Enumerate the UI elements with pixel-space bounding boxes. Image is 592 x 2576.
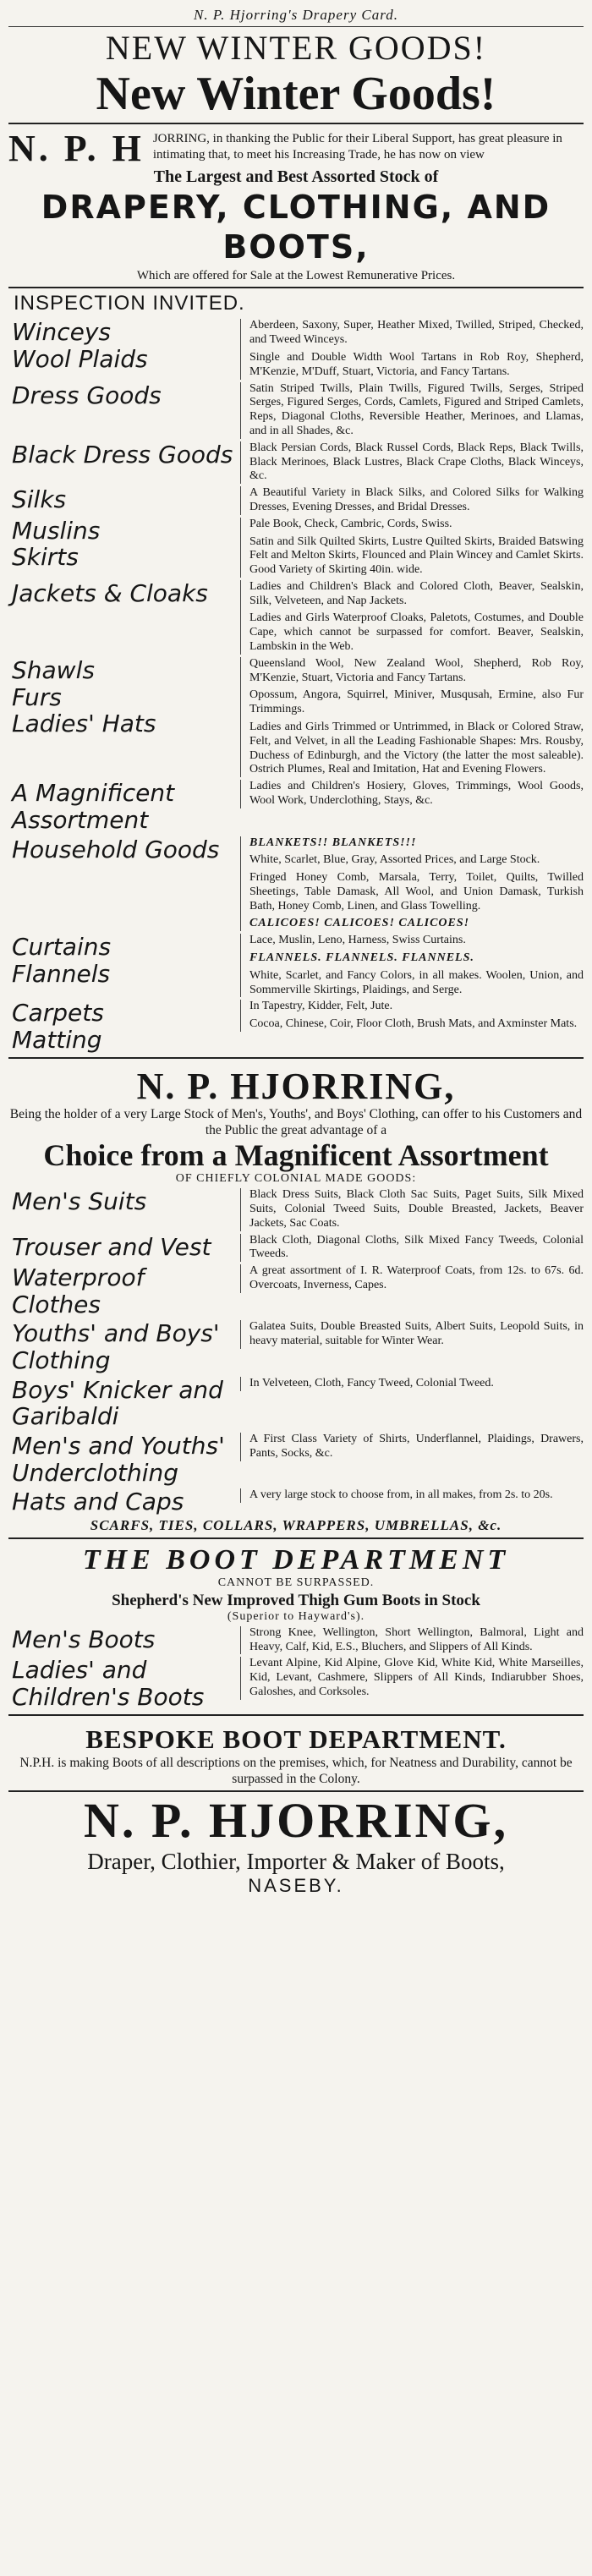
drapery-description-line: Ladies and Children's Black and Colored Cloth, Beaver, Sealskin, Silk, Velveteen, and Nap Jackets. — [249, 579, 584, 607]
drapery-description-line: Single and Double Width Wool Tartans in Rob Roy, Shepherd, M'Kenzie, M'Duff, Stuart, Victoria, and Fancy Tartans. — [249, 350, 584, 378]
drapery-description-line: Ladies and Children's Hosiery, Gloves, Trimmings, Wool Goods, Wool Work, Underclothing, Stays, &c. — [249, 780, 584, 808]
intro-text: JORRING, in thanking the Public for their Liberal Support, has great pleasure in intimating that, to meet his Increasing Trade, he has now on view — [152, 131, 562, 162]
drapery-description-line: BLANKETS!! BLANKETS!!! — [249, 836, 417, 849]
intro-sub: Which are offered for Sale at the Lowest Remunerative Prices. — [136, 268, 456, 282]
divider — [8, 1790, 584, 1792]
drapery-row — [8, 441, 584, 484]
card-header: N. P. Hjorring's Drapery Card. — [194, 7, 398, 23]
clothing-extras: SCARFS, TIES, COLLARS, WRAPPERS, UMBRELLAS, &c. — [90, 1516, 502, 1533]
clothing-description-line: Black Dress Suits, Black Cloth Sac Suits, Paget Suits, Silk Mixed Suits, Colonial Tweed Suits, Double Breasted, Jackets, Beaver Jackets, Sac Coats. — [249, 1188, 584, 1230]
divider — [8, 26, 584, 27]
title-caps: NEW WINTER GOODS! — [105, 29, 487, 67]
divider — [8, 1537, 584, 1539]
drapery-description — [240, 580, 584, 655]
drapery-description-line: Opossum, Angora, Squirrel, Miniver, Musqusah, Ermine, also Fur Trimmings. — [249, 688, 584, 716]
clothing-text: Being the holder of a very Large Stock of Men's, Youths', and Boys' Clothing, can offer to his Customers and the Public the great advantage of a — [9, 1106, 583, 1138]
drapery-category: Shawls Furs Ladies' Hats — [12, 655, 156, 738]
divider — [8, 1714, 584, 1716]
boot-description — [240, 1626, 584, 1655]
boot-category: Men's Boots — [12, 1625, 156, 1653]
footer-sub: Draper, Clothier, Importer & Maker of Boots, — [87, 1849, 505, 1875]
drapery-description-line: Pale Book, Check, Cambric, Cords, Swiss. — [249, 517, 452, 530]
boot-description-line: Strong Knee, Wellington, Short Wellington, Balmoral, Light and Heavy, Calf, Kid, E.S., Bluchers, and Slippers of All Kinds. — [249, 1625, 584, 1653]
clothing-list — [8, 1188, 584, 1515]
boot-description — [240, 1657, 584, 1699]
boot-shepherd: Shepherd's New Improved Thigh Gum Boots in Stock — [112, 1591, 480, 1609]
drapery-description — [240, 780, 584, 808]
drapery-category: Black Dress Goods — [12, 440, 233, 469]
drapery-description-line: Fringed Honey Comb, Marsala, Terry, Toilet, Quilts, Twilled Sheetings, Table Damask, All Wool, and Union Damask, Turkish Bath, Honey Comb, Linen, and Glass Towelling. — [249, 871, 584, 913]
boot-row — [8, 1657, 584, 1710]
clothing-description — [240, 1433, 584, 1461]
boot-description-line: Levant Alpine, Kid Alpine, Glove Kid, White Kid, White Marseilles, Kid, Levant, Cashmere, Slippers of All Kinds, Indiarubber Shoes, Galoshes, and Corksoles. — [249, 1657, 584, 1699]
drapery-description-line: In Tapestry, Kidder, Felt, Jute. — [249, 1000, 393, 1013]
clothing-description-line: A great assortment of I. R. Waterproof Coats, from 12s. to 67s. 6d. Overcoats, Inverness, Capes. — [249, 1264, 584, 1292]
drapery-category: Muslins Skirts — [12, 516, 101, 572]
drapery-description-line: FLANNELS. FLANNELS. FLANNELS. — [249, 951, 474, 965]
drapery-category: Silks — [12, 485, 67, 514]
divider — [8, 287, 584, 288]
drapery-category: Curtains Flannels — [12, 933, 112, 988]
drapery-category: Jackets & Cloaks — [12, 578, 208, 607]
drapery-description — [240, 441, 584, 484]
drapery-description — [240, 518, 584, 578]
drapery-category: Household Goods — [12, 835, 220, 863]
clothing-category: Hats and Caps — [12, 1488, 184, 1516]
drapery-row — [8, 580, 584, 655]
boot-list — [8, 1626, 584, 1711]
drapery-description-line: Black Persian Cords, Black Russel Cords, Black Reps, Black Twills, Black Merinoes, Black Lustres, Black Crape Cloths, Black Winceys, &c. — [249, 441, 584, 483]
boot-category: Ladies' and Children's Boots — [12, 1656, 205, 1712]
clothing-description-line: In Velveteen, Cloth, Fancy Tweed, Colonial Tweed. — [249, 1376, 494, 1389]
title-gothic: New Winter Goods! — [96, 68, 496, 120]
bespoke-text: N.P.H. is making Boots of all descriptions on the premises, which, for Neatness and Durability, cannot be surpassed in the Colony. — [19, 1755, 573, 1787]
clothing-description — [240, 1320, 584, 1349]
drapery-row — [8, 657, 584, 777]
clothing-row — [8, 1188, 584, 1230]
clothing-description-line: Galatea Suits, Double Breasted Suits, Albert Suits, Leopold Suits, in heavy material, suitable for Winter Wear. — [249, 1320, 584, 1348]
clothing-category: Youths' and Boys' Clothing — [12, 1319, 220, 1375]
boot-superior: (Superior to Hayward's). — [227, 1609, 365, 1623]
clothing-category: Waterproof Clothes — [12, 1263, 145, 1318]
drapery-description-line: Lace, Muslin, Leno, Harness, Swiss Curtains. — [249, 934, 466, 947]
clothing-row — [8, 1488, 584, 1515]
clothing-description — [240, 1188, 584, 1230]
drapery-description — [240, 486, 584, 515]
drapery-row — [8, 486, 584, 515]
boot-row — [8, 1626, 584, 1655]
advertisement-sheet — [8, 7, 584, 2561]
drapery-row — [8, 1000, 584, 1053]
clothing-chiefly: OF CHIEFLY COLONIAL MADE GOODS: — [175, 1172, 417, 1186]
drapery-category: Carpets Matting — [12, 999, 104, 1055]
clothing-category: Men's Suits — [12, 1187, 147, 1216]
drapery-description-line: Ladies and Girls Waterproof Cloaks, Paletots, Costumes, and Double Cape, which cannot be surpassed for comfort. Beaver, Sealskin, Lambskin in the Web. — [249, 611, 584, 654]
drapery-row — [8, 836, 584, 932]
drapery-description — [240, 657, 584, 777]
clothing-category: Boys' Knicker and Garibaldi — [12, 1375, 223, 1431]
drapery-description — [240, 382, 584, 439]
drapery-description-line: Ladies and Girls Trimmed or Untrimmed, in Black or Colored Straw, Felt, and Velvet, in all the Leading Fashionable Shapes: Mrs. Rousby, Duchess of Edinburgh, and the Victory (the latter the most saleable). Ostrich Plumes, Real and Imitation, Hat and Evening Flowers. — [249, 721, 584, 776]
bespoke-title: BESPOKE BOOT DEPARTMENT. — [85, 1724, 507, 1754]
clothing-description — [240, 1264, 584, 1293]
clothing-description — [240, 1234, 584, 1263]
footer-town: NASEBY. — [248, 1875, 344, 1897]
boot-title: THE BOOT DEPARTMENT — [82, 1543, 510, 1576]
drapery-description-line: A Beautiful Variety in Black Silks, and Colored Silks for Walking Dresses, Evening Dresses, and Bridal Dresses. — [249, 486, 584, 513]
clothing-description — [240, 1488, 584, 1503]
drapery-description — [240, 836, 584, 932]
drapery-description — [240, 319, 584, 379]
drapery-description-line: White, Scarlet, Blue, Gray, Assorted Prices, and Large Stock. — [249, 853, 540, 867]
drapery-row — [8, 319, 584, 379]
intro-big: DRAPERY, CLOTHING, AND BOOTS, — [41, 188, 551, 266]
clothing-row — [8, 1433, 584, 1486]
drapery-description-line: Satin Striped Twills, Plain Twills, Figured Twills, Serges, Striped Serges, Figured Serges, Cords, Camlets, Figured and Striped Camlets, Reps, Diagonal Cloths, Reversible Heather, Merinoes, and Llamas, and in all Shades, &c. — [249, 381, 584, 437]
drapery-description-line: Satin and Silk Quilted Skirts, Lustre Quilted Skirts, Braided Batswing Felt and Melton Skirts, Flounced and Plain Wincey and Camlet Skirts. Good Variety of Skirting 40in. wide. — [249, 534, 584, 577]
drapery-description-line: Queensland Wool, New Zealand Wool, Shepherd, Rob Roy, M'Kenzie, Stuart, Victoria and Fancy Tartans. — [249, 656, 584, 684]
clothing-description-line: Black Cloth, Diagonal Cloths, Silk Mixed Fancy Tweeds, Colonial Tweeds. — [249, 1233, 584, 1261]
boot-cannot: CANNOT BE SURPASSED. — [217, 1576, 375, 1589]
drapery-description — [240, 1000, 584, 1032]
drapery-row — [8, 934, 584, 997]
drapery-description — [240, 934, 584, 997]
drapery-row — [8, 780, 584, 833]
clothing-description — [240, 1377, 584, 1391]
drapery-description-line: CALICOES! CALICOES! CALICOES! — [249, 917, 470, 930]
drapery-description-line: Cocoa, Chinese, Coir, Floor Cloth, Brush Mats, and Axminster Mats. — [249, 1017, 578, 1031]
divider — [8, 123, 584, 124]
inspection-invited: INSPECTION INVITED. — [14, 292, 245, 315]
clothing-description-line: A First Class Variety of Shirts, Underflannel, Plaidings, Drawers, Pants, Socks, &c. — [249, 1432, 584, 1460]
drapery-category: Dress Goods — [12, 381, 162, 409]
drapery-category: A Magnificent Assortment — [12, 779, 175, 834]
divider — [8, 1057, 584, 1059]
clothing-choice: Choice from a Magnificent Assortment — [43, 1137, 549, 1172]
clothing-row — [8, 1320, 584, 1373]
footer-name: N. P. HJORRING, — [83, 1793, 509, 1849]
intro-lead: The Largest and Best Assorted Stock of — [153, 167, 439, 186]
clothing-row — [8, 1377, 584, 1430]
drapery-row — [8, 382, 584, 439]
clothing-row — [8, 1234, 584, 1263]
drapery-description-line: Aberdeen, Saxony, Super, Heather Mixed, Twilled, Striped, Checked, and Tweed Winceys. — [249, 319, 584, 347]
clothing-description-line: A very large stock to choose from, in all makes, from 2s. to 20s. — [249, 1488, 553, 1502]
clothing-category: Men's and Youths' Underclothing — [12, 1431, 225, 1487]
clothing-row — [8, 1264, 584, 1318]
intro-block — [8, 127, 584, 284]
clothing-name: N. P. HJORRING, — [136, 1065, 456, 1107]
intro-drop: N. P. H — [8, 127, 145, 169]
drapery-row — [8, 518, 584, 578]
drapery-description-line: White, Scarlet, and Fancy Colors, in all makes. Woolen, Union, and Sommerville Skirtings, Plaidings, and Serge. — [249, 968, 584, 996]
clothing-category: Trouser and Vest — [12, 1232, 211, 1261]
drapery-category: Winceys Wool Plaids — [12, 318, 148, 373]
drapery-list — [8, 319, 584, 1053]
